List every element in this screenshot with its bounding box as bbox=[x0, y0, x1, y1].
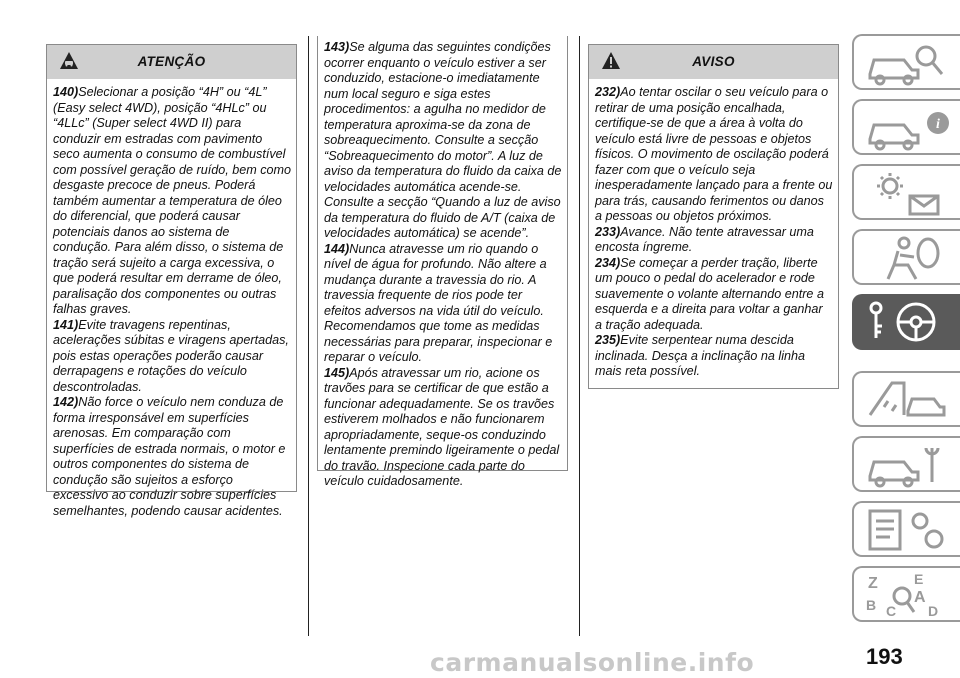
item-text: Nunca atravesse um rio quando o nível de água for profundo. Não altere a mudança durante a travessia do rio. A travessia frequente de rios pode ter efeitos adversos na vida útil do veículo. Recomendamos que tome as medidas necessárias para preparar, inspecionar e reparar o veículo. bbox=[324, 241, 553, 364]
item-text: Avance. Não tente atravessar uma encosta íngreme. bbox=[595, 224, 814, 254]
key-steering-wheel-icon bbox=[864, 300, 956, 346]
index-letter-c: C bbox=[886, 603, 897, 618]
item-number: 142) bbox=[53, 395, 79, 409]
index-letter-d: D bbox=[928, 603, 939, 618]
car-magnifier-icon bbox=[864, 40, 956, 86]
list-item bbox=[324, 366, 562, 490]
attention-title: ATENÇÃO bbox=[137, 54, 206, 69]
index-letter-z: Z bbox=[868, 575, 878, 592]
item-text: Após atravessar um rio, acione os travões para se certificar de que estão a funcionar adequadamente. Se os travões estiverem molhados e não funcionarem apropriadamente, seque-os conduzindo lentamente premindo ligeiramente o pedal do travão. Inspecione cada parte do veículo cuidadosamente. bbox=[324, 365, 560, 488]
warning-title: AVISO bbox=[692, 54, 735, 69]
airbag-person-icon bbox=[864, 235, 956, 281]
item-number: 233) bbox=[595, 224, 621, 239]
list-item bbox=[53, 318, 291, 396]
chapter-tab-maintenance[interactable] bbox=[852, 436, 960, 492]
car-accident-icon bbox=[864, 377, 956, 423]
item-text: Evite serpentear numa descida inclinada. Desça a inclinação na linha mais reta possível. bbox=[595, 333, 806, 378]
list-item bbox=[324, 242, 562, 366]
item-number: 235) bbox=[595, 333, 621, 347]
index-letter-a: A bbox=[914, 589, 926, 606]
item-number: 141) bbox=[53, 317, 79, 332]
continuation-box bbox=[317, 36, 568, 488]
list-item bbox=[595, 85, 833, 225]
item-text: Não force o veículo nem conduza de forma irresponsável em superfícies arenosas. Em comparação com superfícies de estrada normais, o motor e outros componentes do sistema de condução são sujeitos a esforço excessivo ao conduzir sobre superfícies semelhantes, podendo causar acidentes. bbox=[53, 395, 286, 518]
alphabet-index-icon bbox=[864, 572, 956, 618]
chapter-tab-emergency[interactable] bbox=[852, 371, 960, 427]
chapter-tab-warning-lights[interactable] bbox=[852, 164, 960, 220]
list-item bbox=[595, 256, 833, 334]
item-number: 145) bbox=[324, 365, 350, 380]
item-text: Selecionar a posição “4H” ou “4L” (Easy select 4WD), posição “4HLc” ou “4LLc” (Super select 4WD II) para conduzir em estradas com pavimento seco aumenta o consumo de combustível com possível geração de ruído, bem como desgaste precoce de pneus. Poderá também aumentar a temperatura de óleo do diferencial, que poderá causar potenciais danos ao sistema de condução. Para além disso, o sistema de tração será sujeito a carga excessiva, o que poderá resultar em derrame de óleo, paralisação dos componentes ou outras falhas graves. bbox=[53, 85, 292, 316]
warning-header bbox=[589, 45, 838, 79]
car-wrench-icon bbox=[864, 442, 956, 488]
item-number: 144) bbox=[324, 241, 350, 256]
warning-box bbox=[588, 44, 839, 389]
list-item bbox=[595, 225, 833, 256]
page-number: 193 bbox=[866, 644, 903, 669]
svg-text:i: i bbox=[936, 117, 940, 132]
item-text: Evite travagens repentinas, acelerações súbitas e viragens apertadas, pois estas operações poderão causar derrapagens e rotações do veículo descontroladas. bbox=[53, 317, 289, 394]
chapter-tab-safety[interactable] bbox=[852, 229, 960, 285]
car-info-icon bbox=[864, 105, 956, 151]
chapter-tab-technical-data[interactable] bbox=[852, 501, 960, 557]
chapter-tab-knowing-vehicle[interactable] bbox=[852, 34, 960, 90]
item-number: 234) bbox=[595, 255, 621, 270]
watermark: carmanualsonline.info bbox=[430, 648, 755, 677]
list-item bbox=[595, 333, 833, 380]
warning-lights-icon bbox=[864, 170, 956, 216]
attention-header bbox=[47, 45, 296, 79]
chapter-tab-dashboard[interactable] bbox=[852, 99, 960, 155]
list-item bbox=[324, 40, 562, 242]
attention-body bbox=[47, 79, 296, 525]
list-item bbox=[53, 395, 291, 519]
column-divider-right bbox=[579, 36, 580, 636]
item-text: Se alguma das seguintes condições ocorrer enquanto o veículo estiver a ser conduzido, estacione-o imediatamente num local seguro e siga estes procedimentos: a agulha no medidor de temperatura aproxima-se da zona de sobreaquecimento. Consulte a secção “Sobreaquecimento do motor”. A luz de aviso da temperatura do fluido da caixa de velocidades automática acende-se. Consulte a secção “Quando a luz de aviso da temperatura do fluido de A/T (caixa de velocidades automática) se acende”. bbox=[324, 40, 562, 240]
item-text: Se começar a perder tração, liberte um pouco o pedal do acelerador e rode suavemente o volante alternando entre a esquerda e a direita para voltar a ganhar a tração adequada. bbox=[595, 255, 824, 332]
column-divider-left bbox=[308, 36, 309, 636]
item-number: 232) bbox=[595, 85, 621, 99]
index-letter-b: B bbox=[866, 597, 877, 613]
continuation-body bbox=[318, 36, 567, 496]
item-number: 143) bbox=[324, 40, 350, 54]
item-text: Ao tentar oscilar o seu veículo para o retirar de uma posição encalhada, certifique-se de que a área à volta do veículo está livre de pessoas e objetos físicos. O movimento de oscilação poderá fazer com que o veículo seja inesperadamente lançado para a frente ou para trás, causando ferimentos ou danos a pessoas ou objetos próximos. bbox=[595, 85, 833, 223]
chapter-tab-starting-driving[interactable] bbox=[852, 294, 960, 350]
warning-body bbox=[589, 79, 838, 386]
item-number: 140) bbox=[53, 85, 79, 99]
attention-box bbox=[46, 44, 297, 518]
chapter-tab-index[interactable] bbox=[852, 566, 960, 622]
index-letter-e: E bbox=[914, 572, 924, 587]
spec-list-gears-icon bbox=[864, 507, 956, 553]
list-item bbox=[53, 85, 291, 318]
